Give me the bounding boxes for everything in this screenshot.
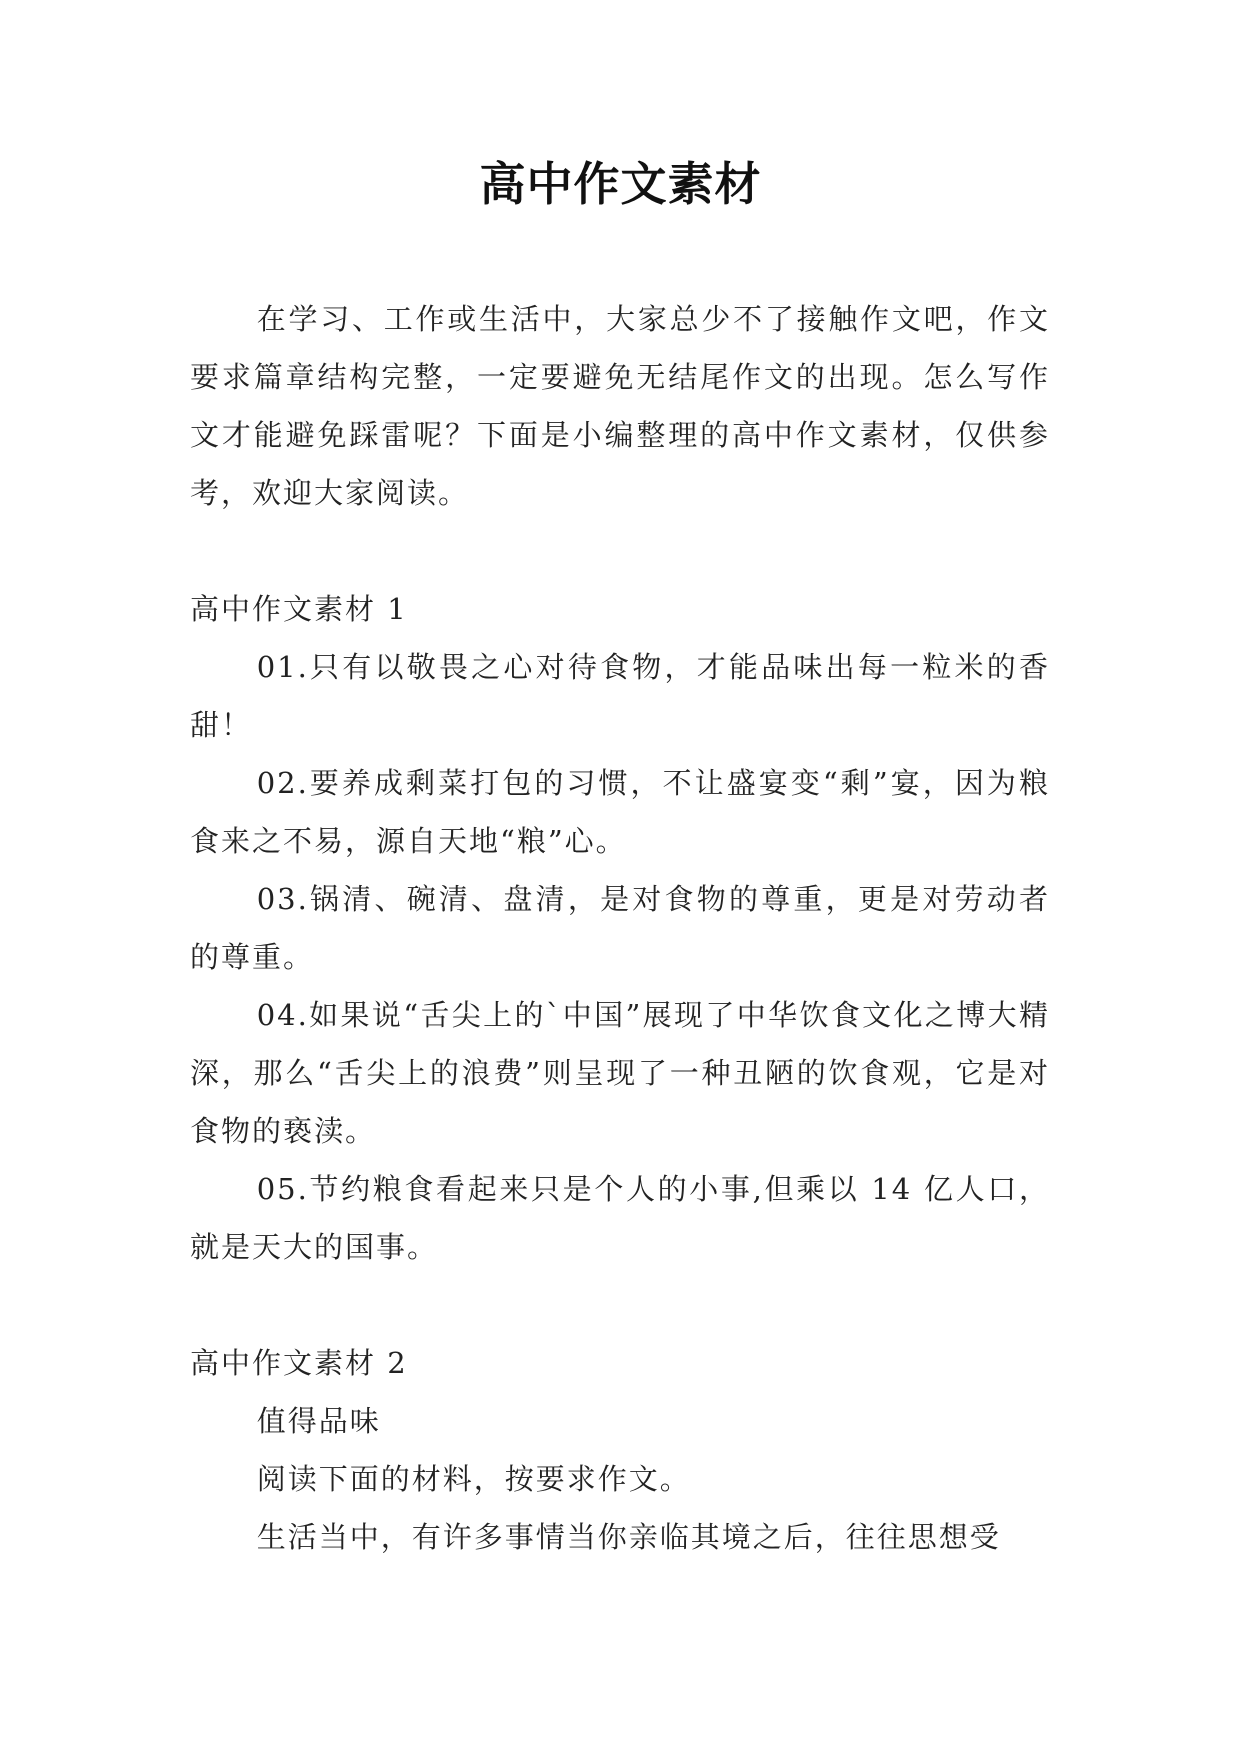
list-item: 05.节约粮食看起来只是个人的小事,但乘以 14 亿人口，就是天大的国事。 — [190, 1172, 1050, 1264]
spacer — [190, 1276, 1050, 1334]
intro-paragraph: 在学习、工作或生活中，大家总少不了接触作文吧，作文要求篇章结构完整，一定要避免无结尾作文的出现。怎么写作文才能避免踩雷呢？下面是小编整理的高中作文素材，仅供参考，欢迎大家阅读。 — [190, 302, 1050, 510]
list-item: 04.如果说“舌尖上的`中国”展现了中华饮食文化之博大精深，那么“舌尖上的浪费”则呈现了一种丑陋的饮食观，它是对食物的亵渎。 — [190, 998, 1050, 1148]
section-subtitle: 值得品味 — [256, 1404, 381, 1438]
list-item: 03.锅清、碗清、盘清，是对食物的尊重，更是对劳动者的尊重。 — [190, 882, 1050, 974]
instruction-line: 阅读下面的材料，按要求作文。 — [256, 1462, 691, 1496]
spacer — [190, 522, 1050, 580]
document-title: 高中作文素材 — [479, 157, 762, 211]
body-paragraph: 生活当中，有许多事情当你亲临其境之后，往往思想受 — [256, 1520, 1001, 1554]
list-item: 02.要养成剩菜打包的习惯，不让盛宴变“剩”宴，因为粮食来之不易，源自天地“粮”心。 — [190, 766, 1050, 858]
list-item: 01.只有以敬畏之心对待食物，才能品味出每一粒米的香甜！ — [190, 650, 1050, 742]
section-heading-2: 高中作文素材 2 — [190, 1346, 408, 1380]
document-body — [190, 290, 1050, 1566]
section-heading-1: 高中作文素材 1 — [190, 592, 408, 626]
